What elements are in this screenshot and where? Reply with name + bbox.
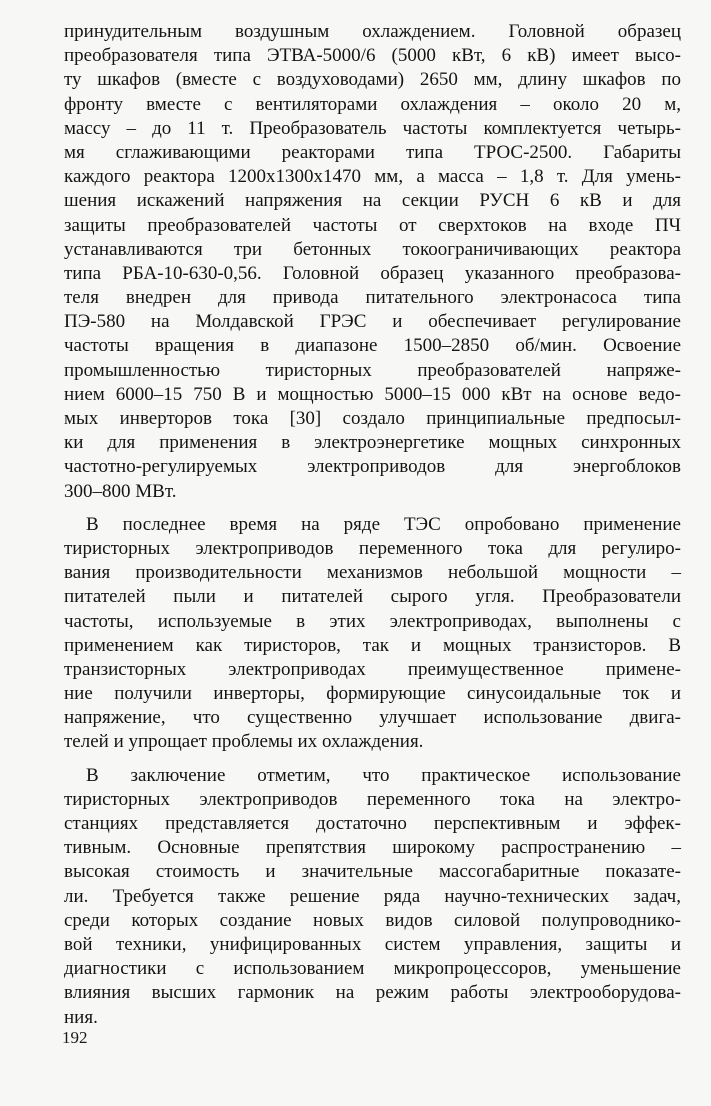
text-line: мых инверторов тока [30] создало принципиальные предпосыл- bbox=[64, 408, 681, 429]
text-line: среди которых создание новых видов силовой полупроводнико- bbox=[64, 909, 681, 931]
text-line: типа РБА-10-630-0,56. Головной образец указанного преобразова- bbox=[64, 262, 681, 284]
paragraph-1 bbox=[64, 20, 681, 504]
text-line: ки для применения в электроэнергетике мощных синхронных bbox=[64, 432, 681, 454]
text-line: защиты преобразователей частоты от сверхтоков на входе ПЧ bbox=[64, 214, 681, 236]
text-line: ту шкафов (вместе с воздуховодами) 2650 мм, длину шкафов по bbox=[64, 69, 681, 91]
text-line: тивным. Основные препятствия широкому распространению – bbox=[64, 837, 681, 859]
text-line: транзисторных электроприводах преимущественное примене- bbox=[64, 658, 681, 680]
paragraph-3 bbox=[64, 764, 681, 1030]
text-line: вания производительности механизмов небольшой мощности – bbox=[64, 562, 681, 584]
paragraph-2 bbox=[64, 513, 681, 755]
text-line: ния. bbox=[64, 1006, 98, 1028]
text-line: 300–800 МВт. bbox=[64, 480, 177, 502]
text-line: питателей пыли и питателей сырого угля. Преобразователи bbox=[64, 586, 681, 608]
text-line: применением как тиристоров, так и мощных транзисторов. В bbox=[64, 634, 681, 656]
text-line: В заключение отметим, что практическое использование bbox=[86, 764, 681, 786]
text-line: частоты, используемые в этих электроприводах, выполнены с bbox=[64, 610, 681, 632]
text-line: каждого реактора 1200x1300x1470 мм, а масса – 1,8 т. Для умень- bbox=[64, 166, 681, 188]
text-line: В последнее время на ряде ТЭС опробовано применение bbox=[86, 513, 681, 535]
text-line: тиристорных электроприводов переменного тока для регулиро- bbox=[64, 537, 681, 559]
text-line: напряжение, что существенно улучшает использование двига- bbox=[64, 707, 681, 729]
text-line: тиристорных электроприводов переменного тока на электро- bbox=[64, 788, 681, 810]
text-line: влияния высших гармоник на режим работы электрооборудова- bbox=[64, 982, 681, 1004]
body-text bbox=[64, 20, 681, 1030]
page-number: 192 bbox=[62, 1028, 88, 1047]
text-line: диагностики с использованием микропроцессоров, уменьшение bbox=[64, 958, 681, 980]
text-line: фронту вместе с вентиляторами охлаждения – около 20 м, bbox=[64, 93, 681, 115]
text-line: теля внедрен для привода питательного электронасоса типа bbox=[64, 287, 681, 309]
text-line: мя сглаживающими реакторами типа ТРОС-2500. Габариты bbox=[64, 141, 681, 163]
text-line: высокая стоимость и значительные массогабаритные показате- bbox=[64, 861, 681, 883]
text-line: принудительным воздушным охлаждением. Головной образец bbox=[64, 21, 681, 42]
text-line: нием 6000–15 750 В и мощностью 5000–15 000 кВт на основе ведо- bbox=[64, 383, 681, 405]
text-line: шения искажений напряжения на секции РУСН 6 кВ и для bbox=[64, 190, 681, 212]
text-line: устанавливаются три бетонных токоограничивающих реактора bbox=[64, 238, 681, 260]
text-line: станциях представляется достаточно перспективным и эффек- bbox=[64, 813, 681, 834]
text-line: промышленностью тиристорных преобразователей напряже- bbox=[64, 359, 681, 381]
text-line: частоты вращения в диапазоне 1500–2850 об/мин. Освоение bbox=[64, 335, 681, 357]
text-line: вой техники, унифицированных систем управления, защиты и bbox=[64, 933, 681, 955]
text-line: ли. Требуется также решение ряда научно-технических задач, bbox=[64, 885, 681, 907]
text-line: ПЭ-580 на Молдавской ГРЭС и обеспечивает регулирование bbox=[64, 311, 681, 333]
text-line: ние получили инверторы, формирующие синусоидальные ток и bbox=[64, 683, 681, 705]
text-line: частотно-регулируемых электроприводов для энергоблоков bbox=[64, 456, 681, 478]
text-line: телей и упрощает проблемы их охлаждения. bbox=[64, 731, 424, 753]
text-line: преобразователя типа ЭТВА-5000/6 (5000 кВт, 6 кВ) имеет высо- bbox=[64, 45, 681, 67]
text-line: массу – до 11 т. Преобразователь частоты комплектуется четырь- bbox=[64, 117, 681, 139]
